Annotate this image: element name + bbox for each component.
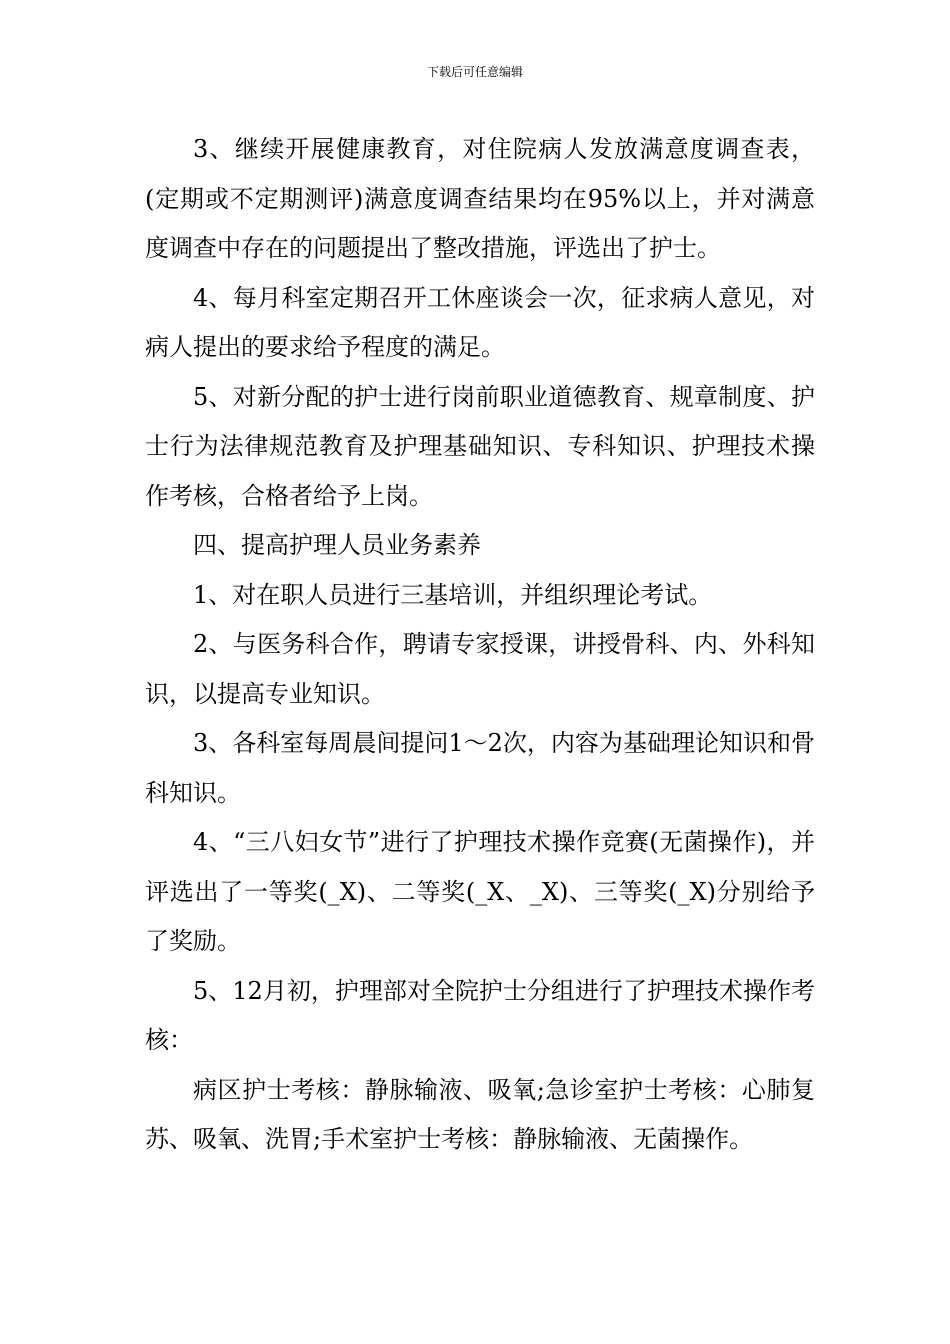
paragraph-item-3-health-education: 3、继续开展健康教育，对住院病人发放满意度调查表，(定期或不定期测评)满意度调查结果均在95%以上，并对满意度调查中存在的问题提出了整改措施，评选出了护士。 — [145, 135, 815, 262]
paragraph-item-4-patient-meeting: 4、每月科室定期召开工休座谈会一次，征求病人意见，对病人提出的要求给予程度的满足。 — [145, 283, 815, 361]
paragraph-item-5-new-nurse-training: 5、对新分配的护士进行岗前职业道德教育、规章制度、护士行为法律规范教育及护理基础知识、专科知识、护理技术操作考核，合格者给予上岗。 — [145, 382, 815, 510]
paragraph-assessment-details: 病区护士考核：静脉输液、吸氧;急诊室护士考核：心肺复苏、吸氧、洗胃;手术室护士考核：静脉输液、无菌操作。 — [145, 1075, 815, 1153]
paragraph-item-5-skills-assessment: 5、12月初，护理部对全院护士分组进行了护理技术操作考核： — [145, 976, 815, 1054]
paragraph-item-2-expert-lectures: 2、与医务科合作，聘请专家授课，讲授骨科、内、外科知识，以提高专业知识。 — [145, 630, 815, 708]
paragraph-item-3-morning-questions: 3、各科室每周晨间提问1～2次，内容为基础理论知识和骨科知识。 — [145, 729, 815, 807]
document-body — [145, 125, 815, 1165]
header-note: 下载后可任意编辑 — [426, 65, 523, 79]
section-heading-four: 四、提高护理人员业务素养 — [193, 531, 481, 559]
paragraph-item-4-skills-competition: 4、“三八妇女节”进行了护理技术操作竞赛(无菌操作)，并评选出了一等奖(_X)、二等奖(_X、_X)、三等奖(_X)分别给予了奖励。 — [145, 828, 815, 955]
paragraph-item-1-basic-training: 1、对在职人员进行三基培训，并组织理论考试。 — [193, 580, 713, 609]
